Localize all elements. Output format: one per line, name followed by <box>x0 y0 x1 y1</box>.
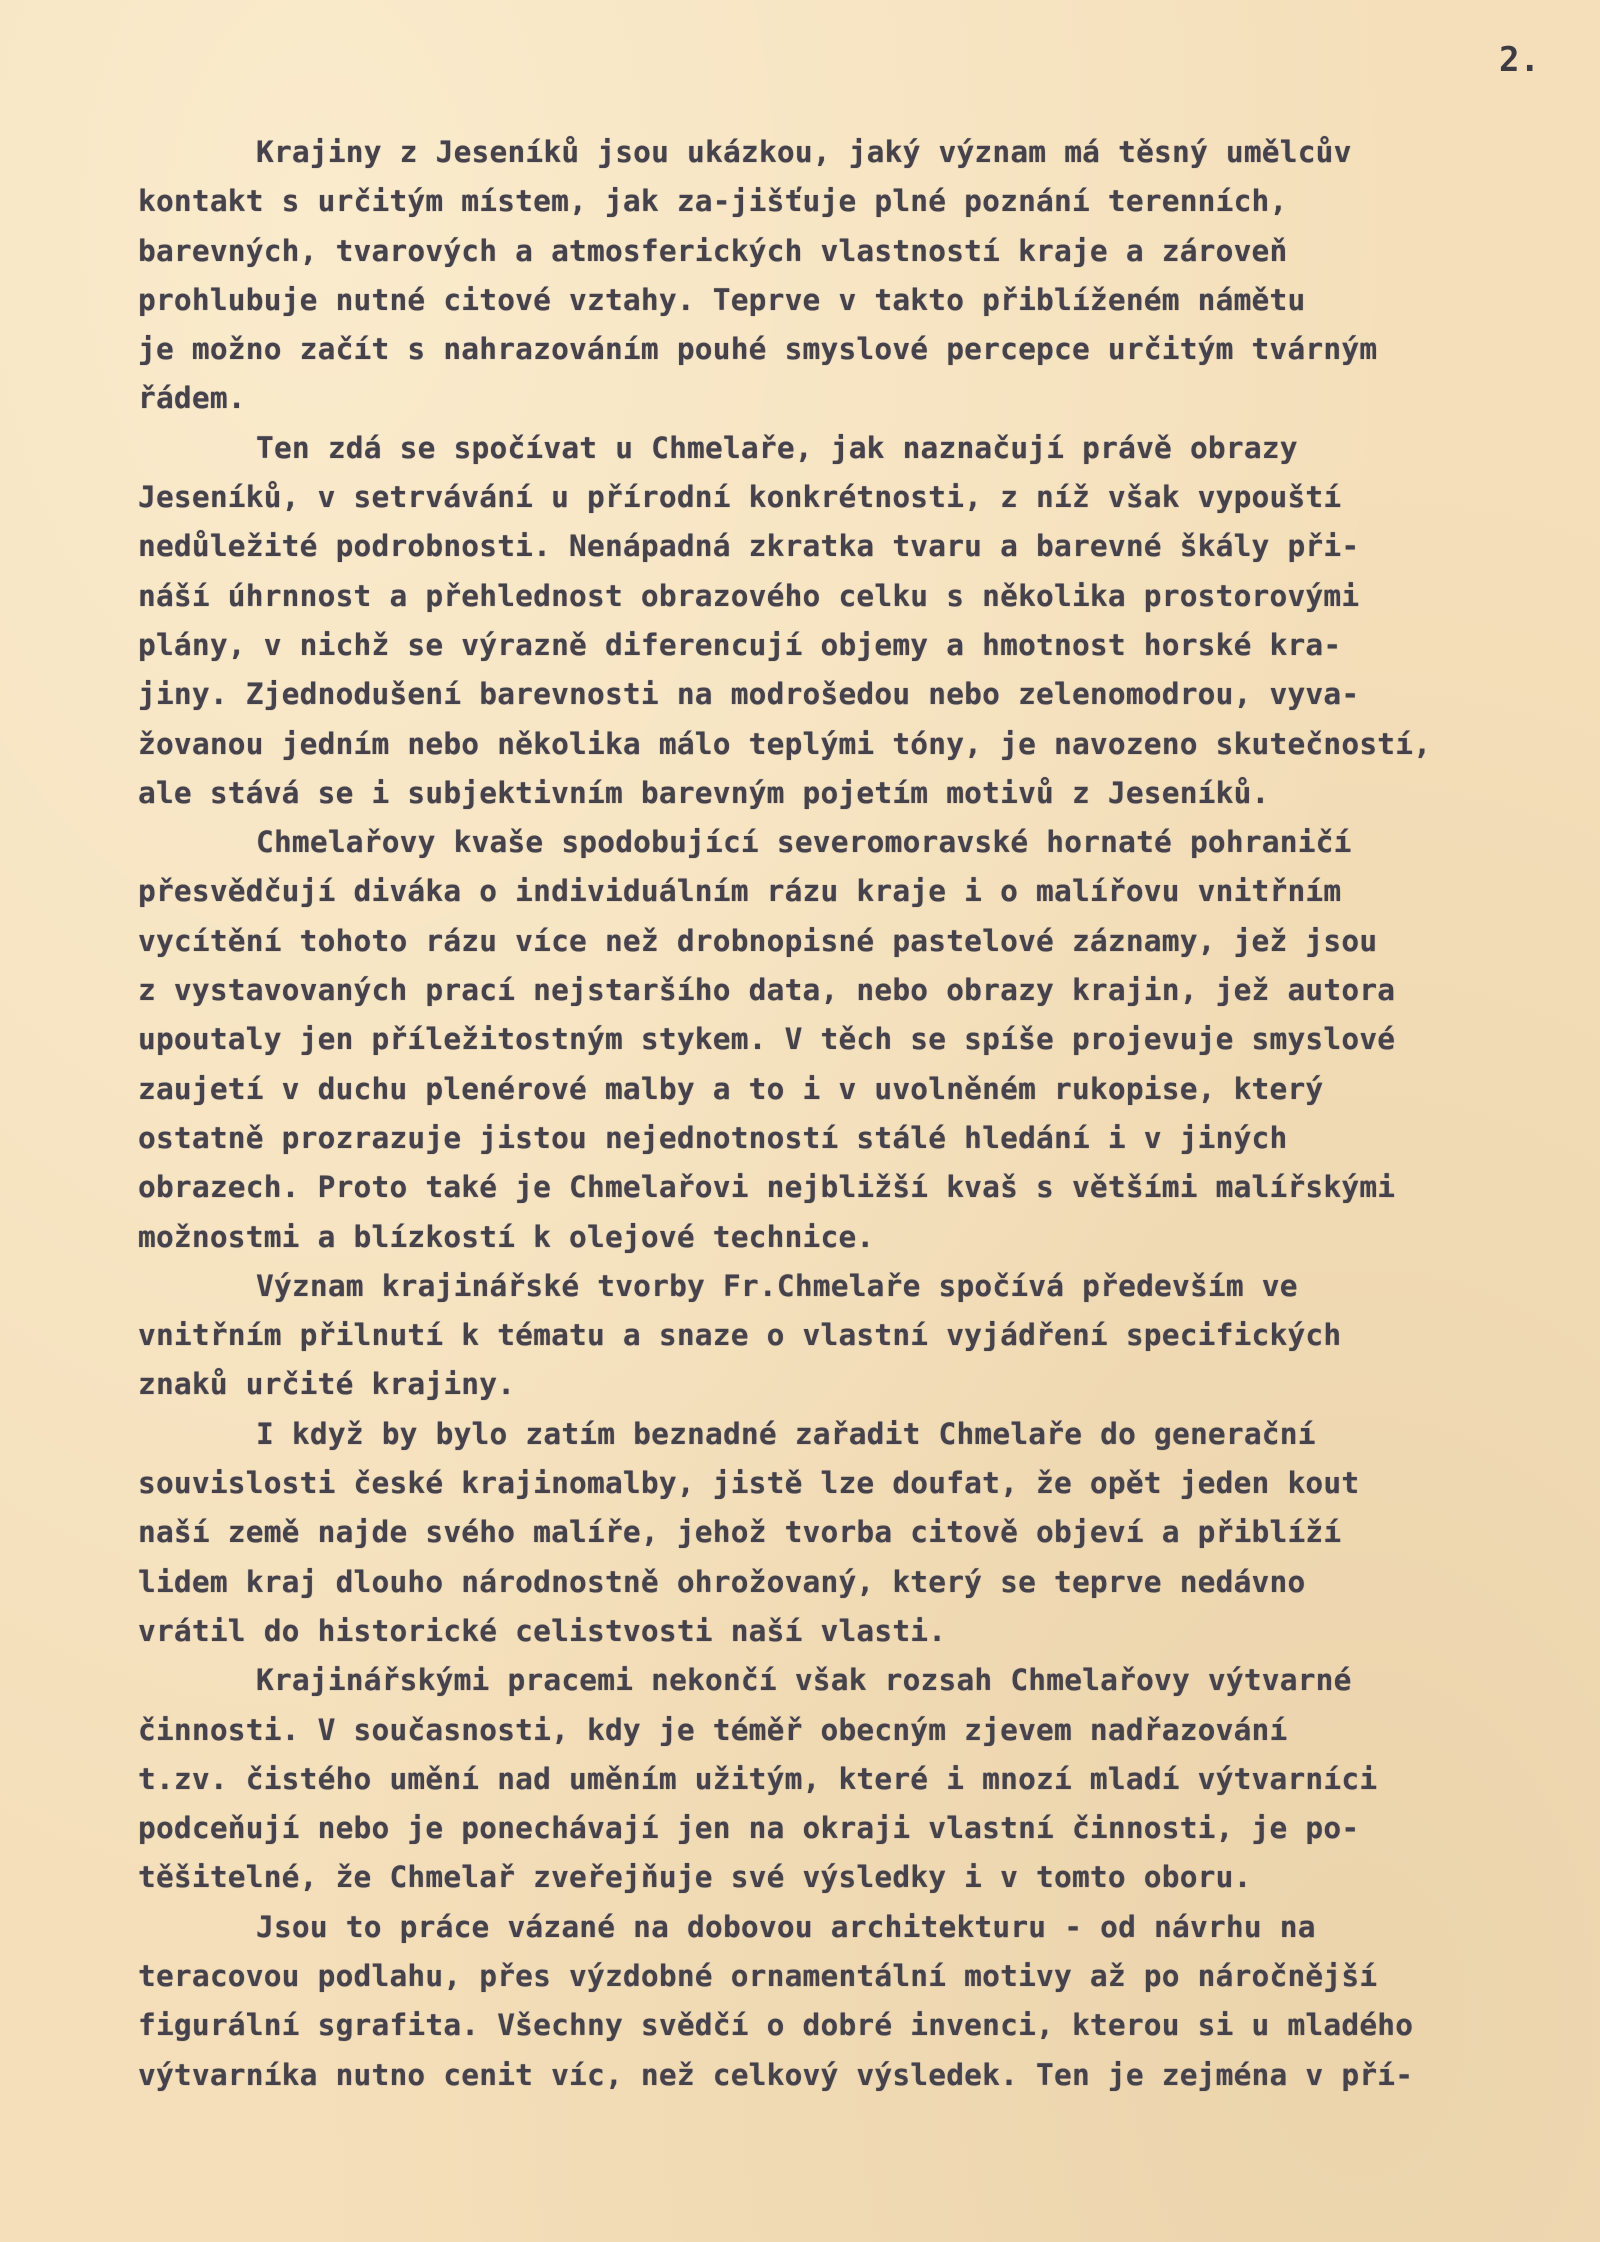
text-line: figurální sgrafita. Všechny svědčí o dobré invenci, kterou si u mladého <box>138 2008 1414 2043</box>
page-number: 2. <box>1499 40 1540 80</box>
paragraph <box>138 818 1538 1262</box>
text-line: znaků určité krajiny. <box>138 1367 516 1402</box>
text-line: zaujetí v duchu plenérové malby a to i v uvolněném rukopise, který <box>138 1071 1324 1106</box>
paragraph <box>138 424 1538 818</box>
text-line: kontakt s určitým místem, jak za-jišťuje plné poznání terenních, <box>138 184 1288 219</box>
text-line: ostatně prozrazuje jistou nejednotností stálé hledání i v jiných <box>138 1120 1288 1155</box>
text-line: činnosti. V současnosti, kdy je téměř obecným zjevem nadřazování <box>138 1712 1288 1747</box>
text-line: nedůležité podrobnosti. Nenápadná zkratka tvaru a barevné škály při- <box>138 529 1360 564</box>
text-line: jiny. Zjednodušení barevnosti na modrošedou nebo zelenomodrou, vyva- <box>138 677 1360 712</box>
text-line: podceňují nebo je ponechávají jen na okraji vlastní činnosti, je po- <box>138 1811 1360 1846</box>
paragraph <box>138 128 1538 424</box>
text-line: obrazech. Proto také je Chmelařovi nejbližší kvaš s většími malířskými <box>138 1170 1396 1205</box>
text-line: vrátil do historické celistvosti naší vlasti. <box>138 1613 947 1648</box>
text-line: ale stává se i subjektivním barevným pojetím motivů z Jeseníků. <box>138 775 1270 810</box>
paragraph <box>138 1410 1538 1656</box>
text-line: Krajinářskými pracemi nekončí však rozsah Chmelařovy výtvarné <box>256 1663 1352 1698</box>
text-line: náší úhrnnost a přehlednost obrazového celku s několika prostorovými <box>138 578 1360 613</box>
text-line: výtvarníka nutno cenit víc, než celkový výsledek. Ten je zejména v pří- <box>138 2057 1414 2092</box>
text-line: Jeseníků, v setrvávání u přírodní konkrétnosti, z níž však vypouští <box>138 480 1342 515</box>
text-line: upoutaly jen příležitostným stykem. V těch se spíše projevuje smyslové <box>138 1022 1396 1057</box>
text-line: Jsou to práce vázané na dobovou architekturu - od návrhu na <box>256 1909 1316 1944</box>
text-line: je možno začít s nahrazováním pouhé smyslové percepce určitým tvárným <box>138 332 1378 367</box>
document-body <box>138 128 1538 2100</box>
text-line: prohlubuje nutné citové vztahy. Teprve v takto přiblíženém námětu <box>138 282 1306 317</box>
text-line: teracovou podlahu, přes výzdobné ornamentální motivy až po náročnější <box>138 1958 1378 1993</box>
text-line: vycítění tohoto rázu více než drobnopisné pastelové záznamy, jež jsou <box>138 923 1378 958</box>
text-line: řádem. <box>138 381 246 416</box>
text-line: vnitřním přilnutí k tématu a snaze o vlastní vyjádření specifických <box>138 1318 1342 1353</box>
text-line: t.zv. čistého umění nad uměním užitým, které i mnozí mladí výtvarníci <box>138 1761 1378 1796</box>
paragraph <box>138 1656 1538 1902</box>
text-line: Ten zdá se spočívat u Chmelaře, jak naznačují právě obrazy <box>256 430 1298 465</box>
paragraph <box>138 1262 1538 1410</box>
text-line: Význam krajinářské tvorby Fr.Chmelaře spočívá především ve <box>256 1268 1298 1303</box>
text-line: lidem kraj dlouho národnostně ohrožovaný, který se teprve nedávno <box>138 1564 1306 1599</box>
text-line: těšitelné, že Chmelař zveřejňuje své výsledky i v tomto oboru. <box>138 1860 1252 1895</box>
text-line: z vystavovaných prací nejstaršího data, nebo obrazy krajin, jež autora <box>138 973 1396 1008</box>
text-line: souvislosti české krajinomalby, jistě lze doufat, že opět jeden kout <box>138 1466 1360 1501</box>
paragraph <box>138 1903 1538 2100</box>
text-line: barevných, tvarových a atmosferických vlastností kraje a zároveň <box>138 233 1288 268</box>
text-line: Chmelařovy kvaše spodobující severomoravské hornaté pohraničí <box>256 825 1352 860</box>
text-line: I když by bylo zatím beznadné zařadit Chmelaře do generační <box>256 1416 1316 1451</box>
text-line: možnostmi a blízkostí k olejové technice. <box>138 1219 875 1254</box>
text-line: přesvědčují diváka o individuálním rázu kraje i o malířovu vnitřním <box>138 874 1342 909</box>
text-line: Krajiny z Jeseníků jsou ukázkou, jaký význam má těsný umělcův <box>256 135 1352 169</box>
text-line: žovanou jedním nebo několika málo teplými tóny, je navozeno skutečností, <box>138 726 1432 761</box>
text-line: naší země najde svého malíře, jehož tvorba citově objeví a přiblíží <box>138 1515 1342 1550</box>
text-line: plány, v nichž se výrazně diferencují objemy a hmotnost horské kra- <box>138 627 1342 662</box>
